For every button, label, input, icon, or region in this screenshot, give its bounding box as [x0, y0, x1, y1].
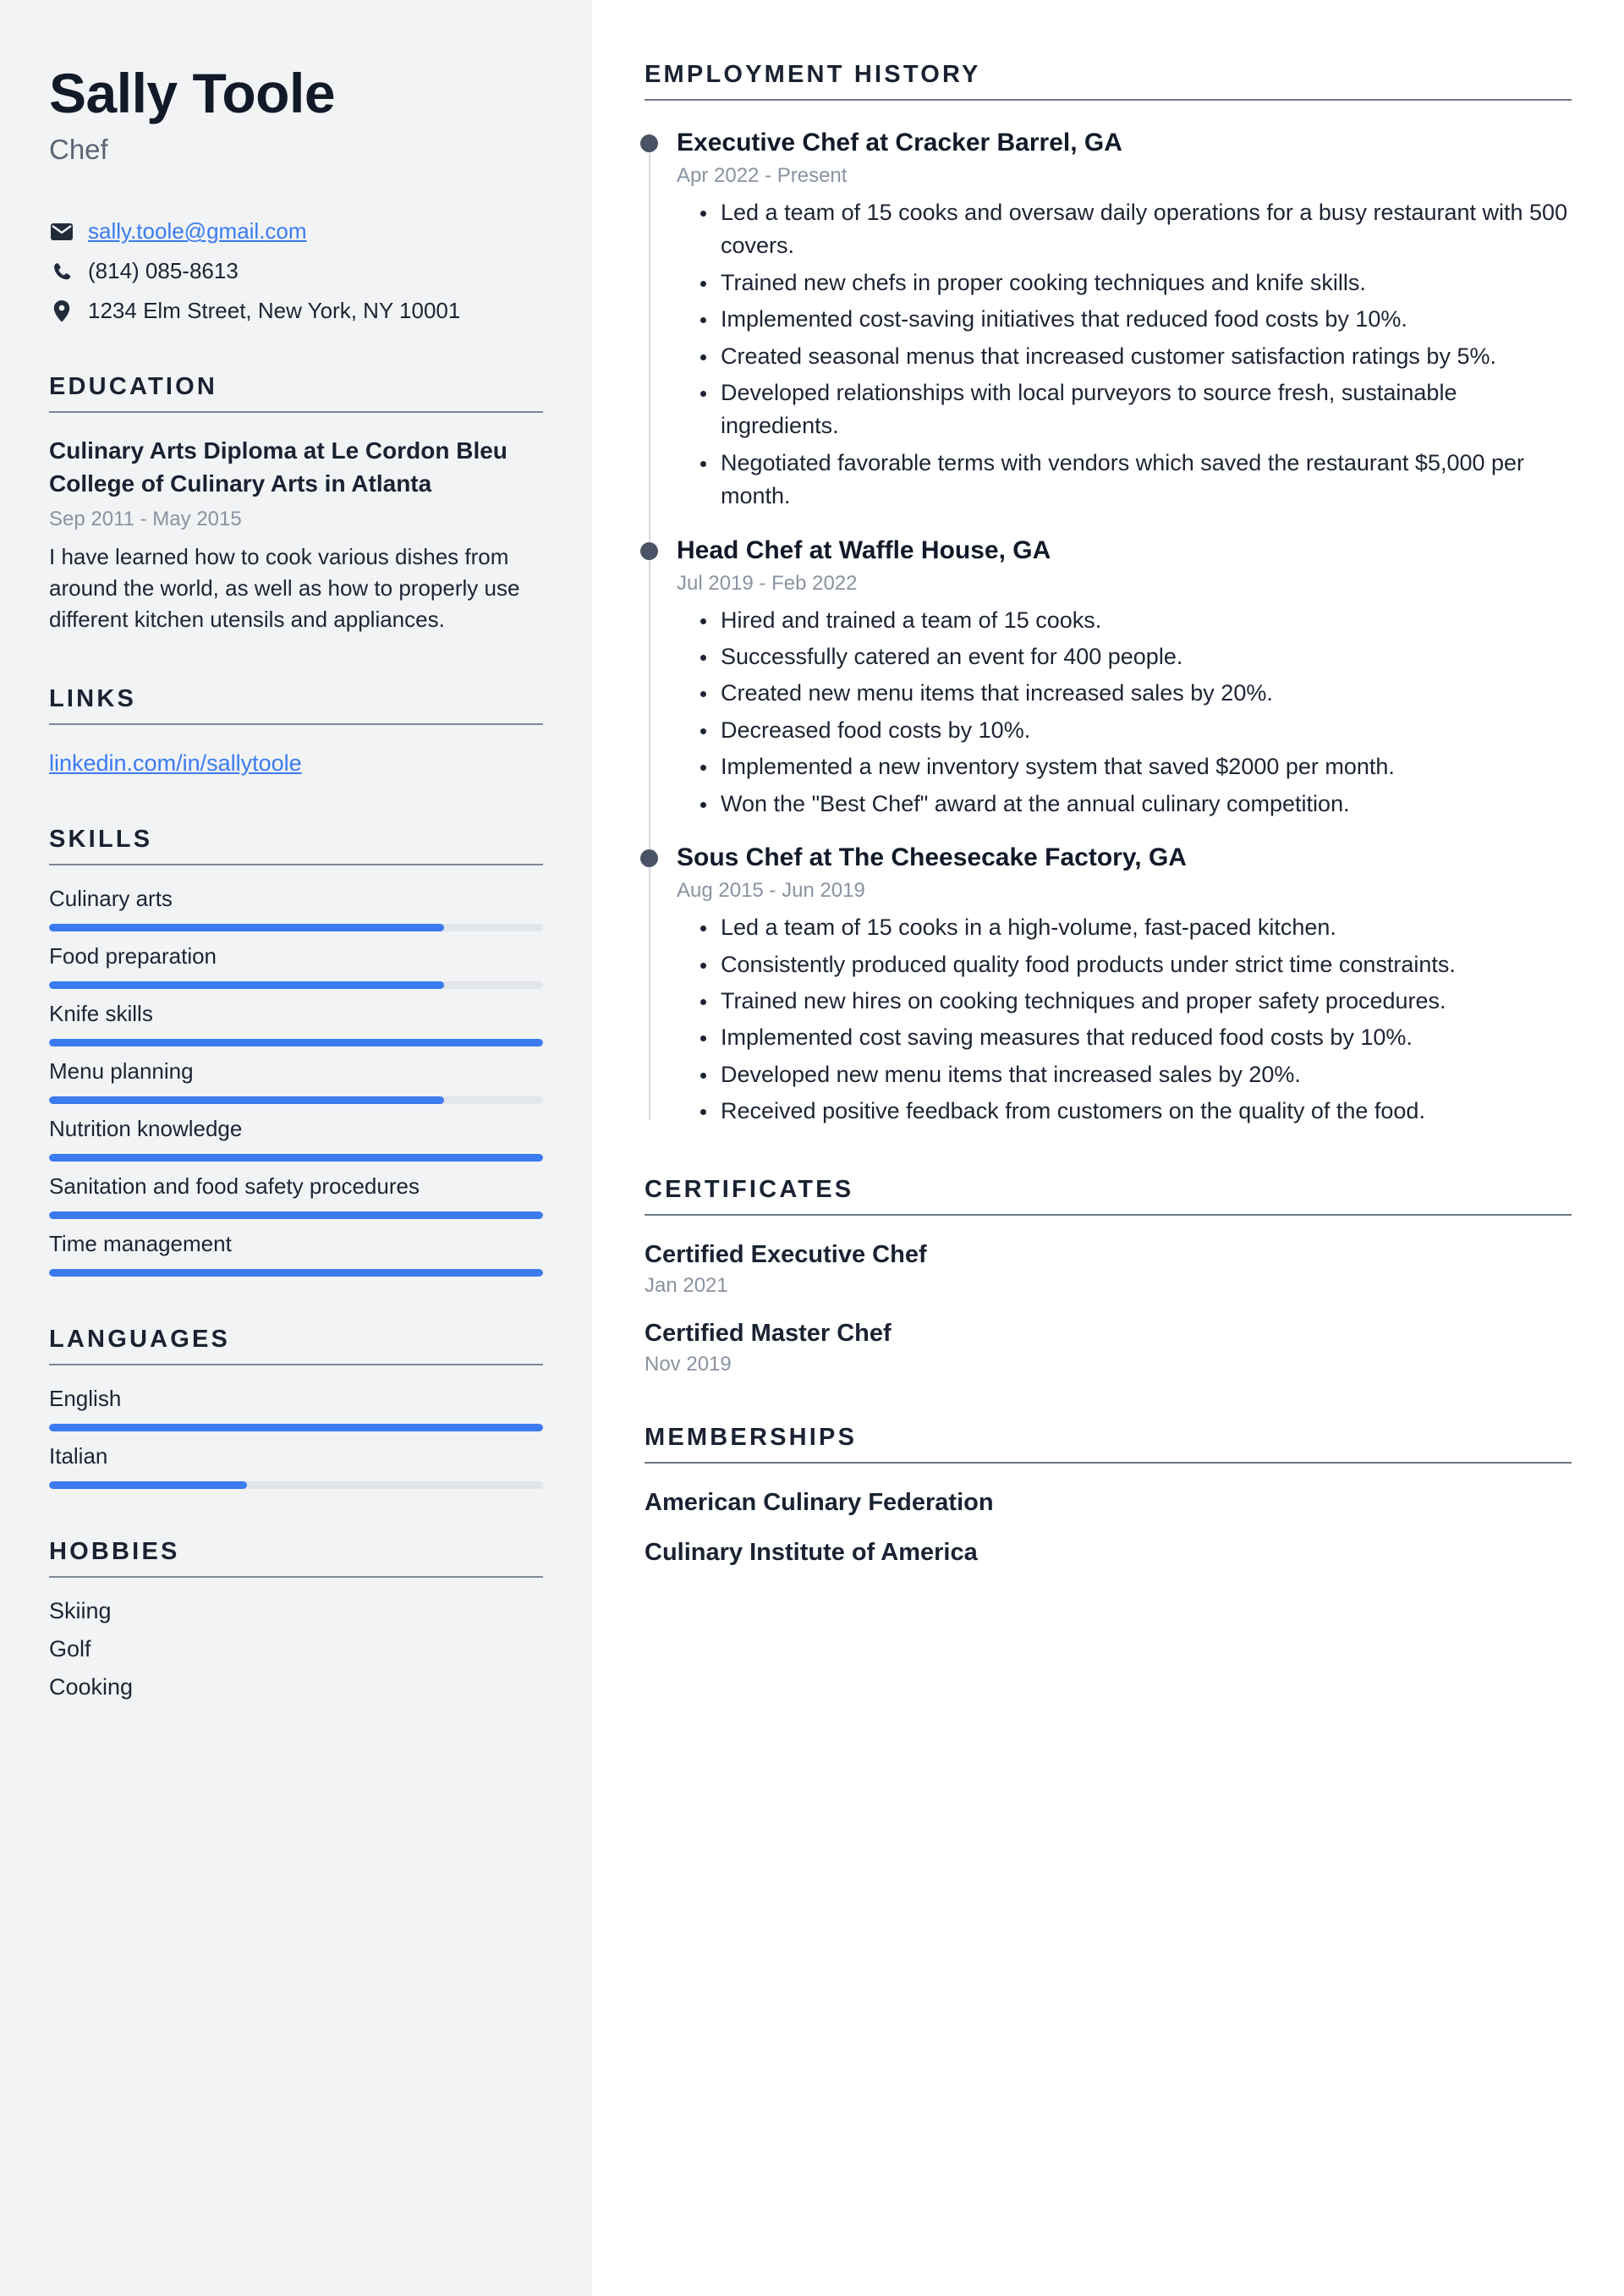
employment-timeline	[645, 126, 1572, 1129]
languages-list	[49, 1386, 543, 1489]
job-bullet: Created seasonal menus that increased customer satisfaction ratings by 5%.	[721, 340, 1572, 373]
language-item	[49, 1443, 543, 1489]
section-skills	[49, 826, 543, 1277]
certificate-name: Certified Master Chef	[645, 1319, 892, 1347]
linkedin-link[interactable]: linkedin.com/in/sallytoole	[49, 750, 302, 776]
job-bullet: Hired and trained a team of 15 cooks.	[721, 604, 1572, 637]
envelope-icon	[49, 223, 74, 240]
language-bar-track	[49, 1481, 543, 1489]
skill-item	[49, 943, 543, 989]
section-certificates	[645, 1176, 1572, 1376]
job-bullet: Led a team of 15 cooks in a high-volume, fast-paced kitchen.	[721, 911, 1572, 944]
certificates-heading-rule	[645, 1214, 1572, 1216]
job-bullet: Implemented cost saving measures that reduced food costs by 10%.	[721, 1021, 1572, 1054]
certificate-date: Nov 2019	[645, 1352, 732, 1376]
membership-item: Culinary Institute of America	[645, 1538, 978, 1566]
job-bullet: Received positive feedback from customers on the quality of the food.	[721, 1095, 1572, 1128]
skill-bar-track	[49, 981, 543, 989]
skill-item	[49, 1001, 543, 1046]
membership-item: American Culinary Federation	[645, 1488, 994, 1516]
job-dates: Jul 2019 - Feb 2022	[677, 571, 858, 595]
hobbies-heading: HOBBIES	[49, 1537, 180, 1565]
job-bullet: Developed new menu items that increased sales by 20%.	[721, 1058, 1572, 1091]
job-role: Sous Chef at The Cheesecake Factory, GA	[677, 843, 1187, 872]
skill-item	[49, 1231, 543, 1277]
candidate-name: Sally Toole	[49, 62, 336, 124]
address-value: 1234 Elm Street, New York, NY 10001	[88, 298, 461, 324]
certificate-item	[645, 1320, 1572, 1376]
candidate-job-title: Chef	[49, 134, 108, 166]
job-role: Executive Chef at Cracker Barrel, GA	[677, 129, 1122, 157]
skill-bar-track	[49, 1096, 543, 1104]
skill-label: Knife skills	[49, 1000, 153, 1026]
skill-bar-fill	[49, 981, 444, 989]
links-list	[49, 750, 543, 777]
sidebar	[0, 0, 592, 2296]
job-bullet: Decreased food costs by 10%.	[721, 714, 1572, 747]
timeline-dot-icon	[640, 849, 658, 867]
job-bullet: Created new menu items that increased sales by 20%.	[721, 677, 1572, 710]
phone-icon	[49, 261, 74, 282]
skill-bar-fill	[49, 1039, 543, 1046]
job-bullet: Trained new chefs in proper cooking techniques and knife skills.	[721, 266, 1572, 299]
skill-bar-fill	[49, 1211, 543, 1219]
language-bar-fill	[49, 1424, 543, 1431]
skill-bar-track	[49, 1154, 543, 1162]
language-item	[49, 1386, 543, 1431]
job-entry	[677, 126, 1572, 514]
links-heading: LINKS	[49, 684, 136, 712]
skill-bar-track	[49, 1039, 543, 1046]
skill-item	[49, 886, 543, 931]
certificates-heading: CERTIFICATES	[645, 1175, 854, 1203]
certificate-date: Jan 2021	[645, 1273, 728, 1297]
languages-heading: LANGUAGES	[49, 1325, 231, 1353]
timeline-dot-icon	[640, 542, 658, 560]
section-employment-history	[645, 61, 1572, 1129]
skill-item	[49, 1173, 543, 1219]
education-description: I have learned how to cook various dishes from around the world, as well as how to properly use different kitchen utensils and appliances.	[49, 543, 520, 633]
languages-heading-rule	[49, 1364, 543, 1365]
hobby-item: Skiing	[49, 1597, 112, 1623]
skill-bar-fill	[49, 1096, 444, 1104]
memberships-heading-rule	[645, 1462, 1572, 1464]
job-bullet-list	[677, 604, 1572, 821]
job-bullet: Implemented cost-saving initiatives that reduced food costs by 10%.	[721, 303, 1572, 336]
contact-address-row	[49, 298, 543, 324]
skill-bar-fill	[49, 1269, 543, 1277]
job-entry	[677, 534, 1572, 821]
skill-bar-fill	[49, 1154, 543, 1162]
job-bullet-list	[677, 911, 1572, 1128]
job-bullet: Consistently produced quality food products under strict time constraints.	[721, 948, 1572, 981]
hobby-item: Golf	[49, 1635, 91, 1662]
job-role: Head Chef at Waffle House, GA	[677, 536, 1051, 564]
section-memberships	[645, 1424, 1572, 1567]
education-heading: EDUCATION	[49, 373, 218, 401]
language-bar-fill	[49, 1481, 247, 1489]
skill-label: Menu planning	[49, 1057, 194, 1084]
map-pin-icon	[49, 300, 74, 322]
email-link[interactable]: sally.toole@gmail.com	[88, 218, 307, 244]
memberships-heading: MEMBERSHIPS	[645, 1423, 858, 1451]
job-bullet: Won the "Best Chef" award at the annual culinary competition.	[721, 788, 1572, 821]
language-label: Italian	[49, 1442, 108, 1469]
education-dates: Sep 2011 - May 2015	[49, 507, 242, 530]
job-dates: Aug 2015 - Jun 2019	[677, 879, 865, 903]
skill-bar-fill	[49, 924, 444, 931]
education-item	[49, 435, 543, 636]
education-heading-rule	[49, 411, 543, 413]
skill-item	[49, 1116, 543, 1162]
skill-label: Time management	[49, 1230, 232, 1256]
skills-heading: SKILLS	[49, 825, 153, 853]
job-bullet: Trained new hires on cooking techniques and proper safety procedures.	[721, 985, 1572, 1018]
hobbies-list	[49, 1598, 543, 1700]
language-label: English	[49, 1385, 122, 1411]
certificates-list	[645, 1241, 1572, 1376]
skill-item	[49, 1058, 543, 1104]
job-dates: Apr 2022 - Present	[677, 164, 848, 187]
section-languages	[49, 1326, 543, 1489]
job-entry	[677, 841, 1572, 1128]
skill-label: Nutrition knowledge	[49, 1115, 243, 1141]
skill-bar-track	[49, 1269, 543, 1277]
contact-list	[49, 218, 543, 324]
skills-list	[49, 886, 543, 1277]
skills-heading-rule	[49, 864, 543, 865]
employment-heading-rule	[645, 99, 1572, 101]
contact-phone-row	[49, 258, 543, 284]
timeline-dot-icon	[640, 135, 658, 152]
section-links	[49, 685, 543, 777]
section-education	[49, 373, 543, 636]
memberships-list	[645, 1489, 1572, 1567]
job-bullet-list	[677, 196, 1572, 514]
certificate-name: Certified Executive Chef	[645, 1240, 927, 1268]
job-bullet: Implemented a new inventory system that saved $2000 per month.	[721, 750, 1572, 783]
main-column	[592, 0, 1624, 2296]
hobby-item: Cooking	[49, 1673, 134, 1700]
job-bullet: Developed relationships with local purveyors to source fresh, sustainable ingredients.	[721, 376, 1572, 443]
job-bullet: Led a team of 15 cooks and oversaw daily operations for a busy restaurant with 500 covers.	[721, 196, 1572, 263]
certificate-item	[645, 1241, 1572, 1298]
language-bar-track	[49, 1424, 543, 1431]
employment-heading: EMPLOYMENT HISTORY	[645, 61, 981, 88]
job-bullet: Successfully catered an event for 400 people.	[721, 640, 1572, 673]
phone-value: (814) 085-8613	[88, 258, 239, 284]
skill-label: Food preparation	[49, 942, 217, 969]
links-heading-rule	[49, 723, 543, 725]
skill-bar-track	[49, 1211, 543, 1219]
skill-label: Culinary arts	[49, 885, 173, 911]
skill-bar-track	[49, 924, 543, 931]
skill-label: Sanitation and food safety procedures	[49, 1173, 420, 1199]
education-degree: Culinary Arts Diploma at Le Cordon Bleu College of Culinary Arts in Atlanta	[49, 437, 508, 497]
contact-email-row[interactable]	[49, 218, 543, 244]
section-hobbies	[49, 1538, 543, 1700]
hobbies-heading-rule	[49, 1576, 543, 1578]
job-bullet: Negotiated favorable terms with vendors which saved the restaurant $5,000 per month.	[721, 447, 1572, 514]
